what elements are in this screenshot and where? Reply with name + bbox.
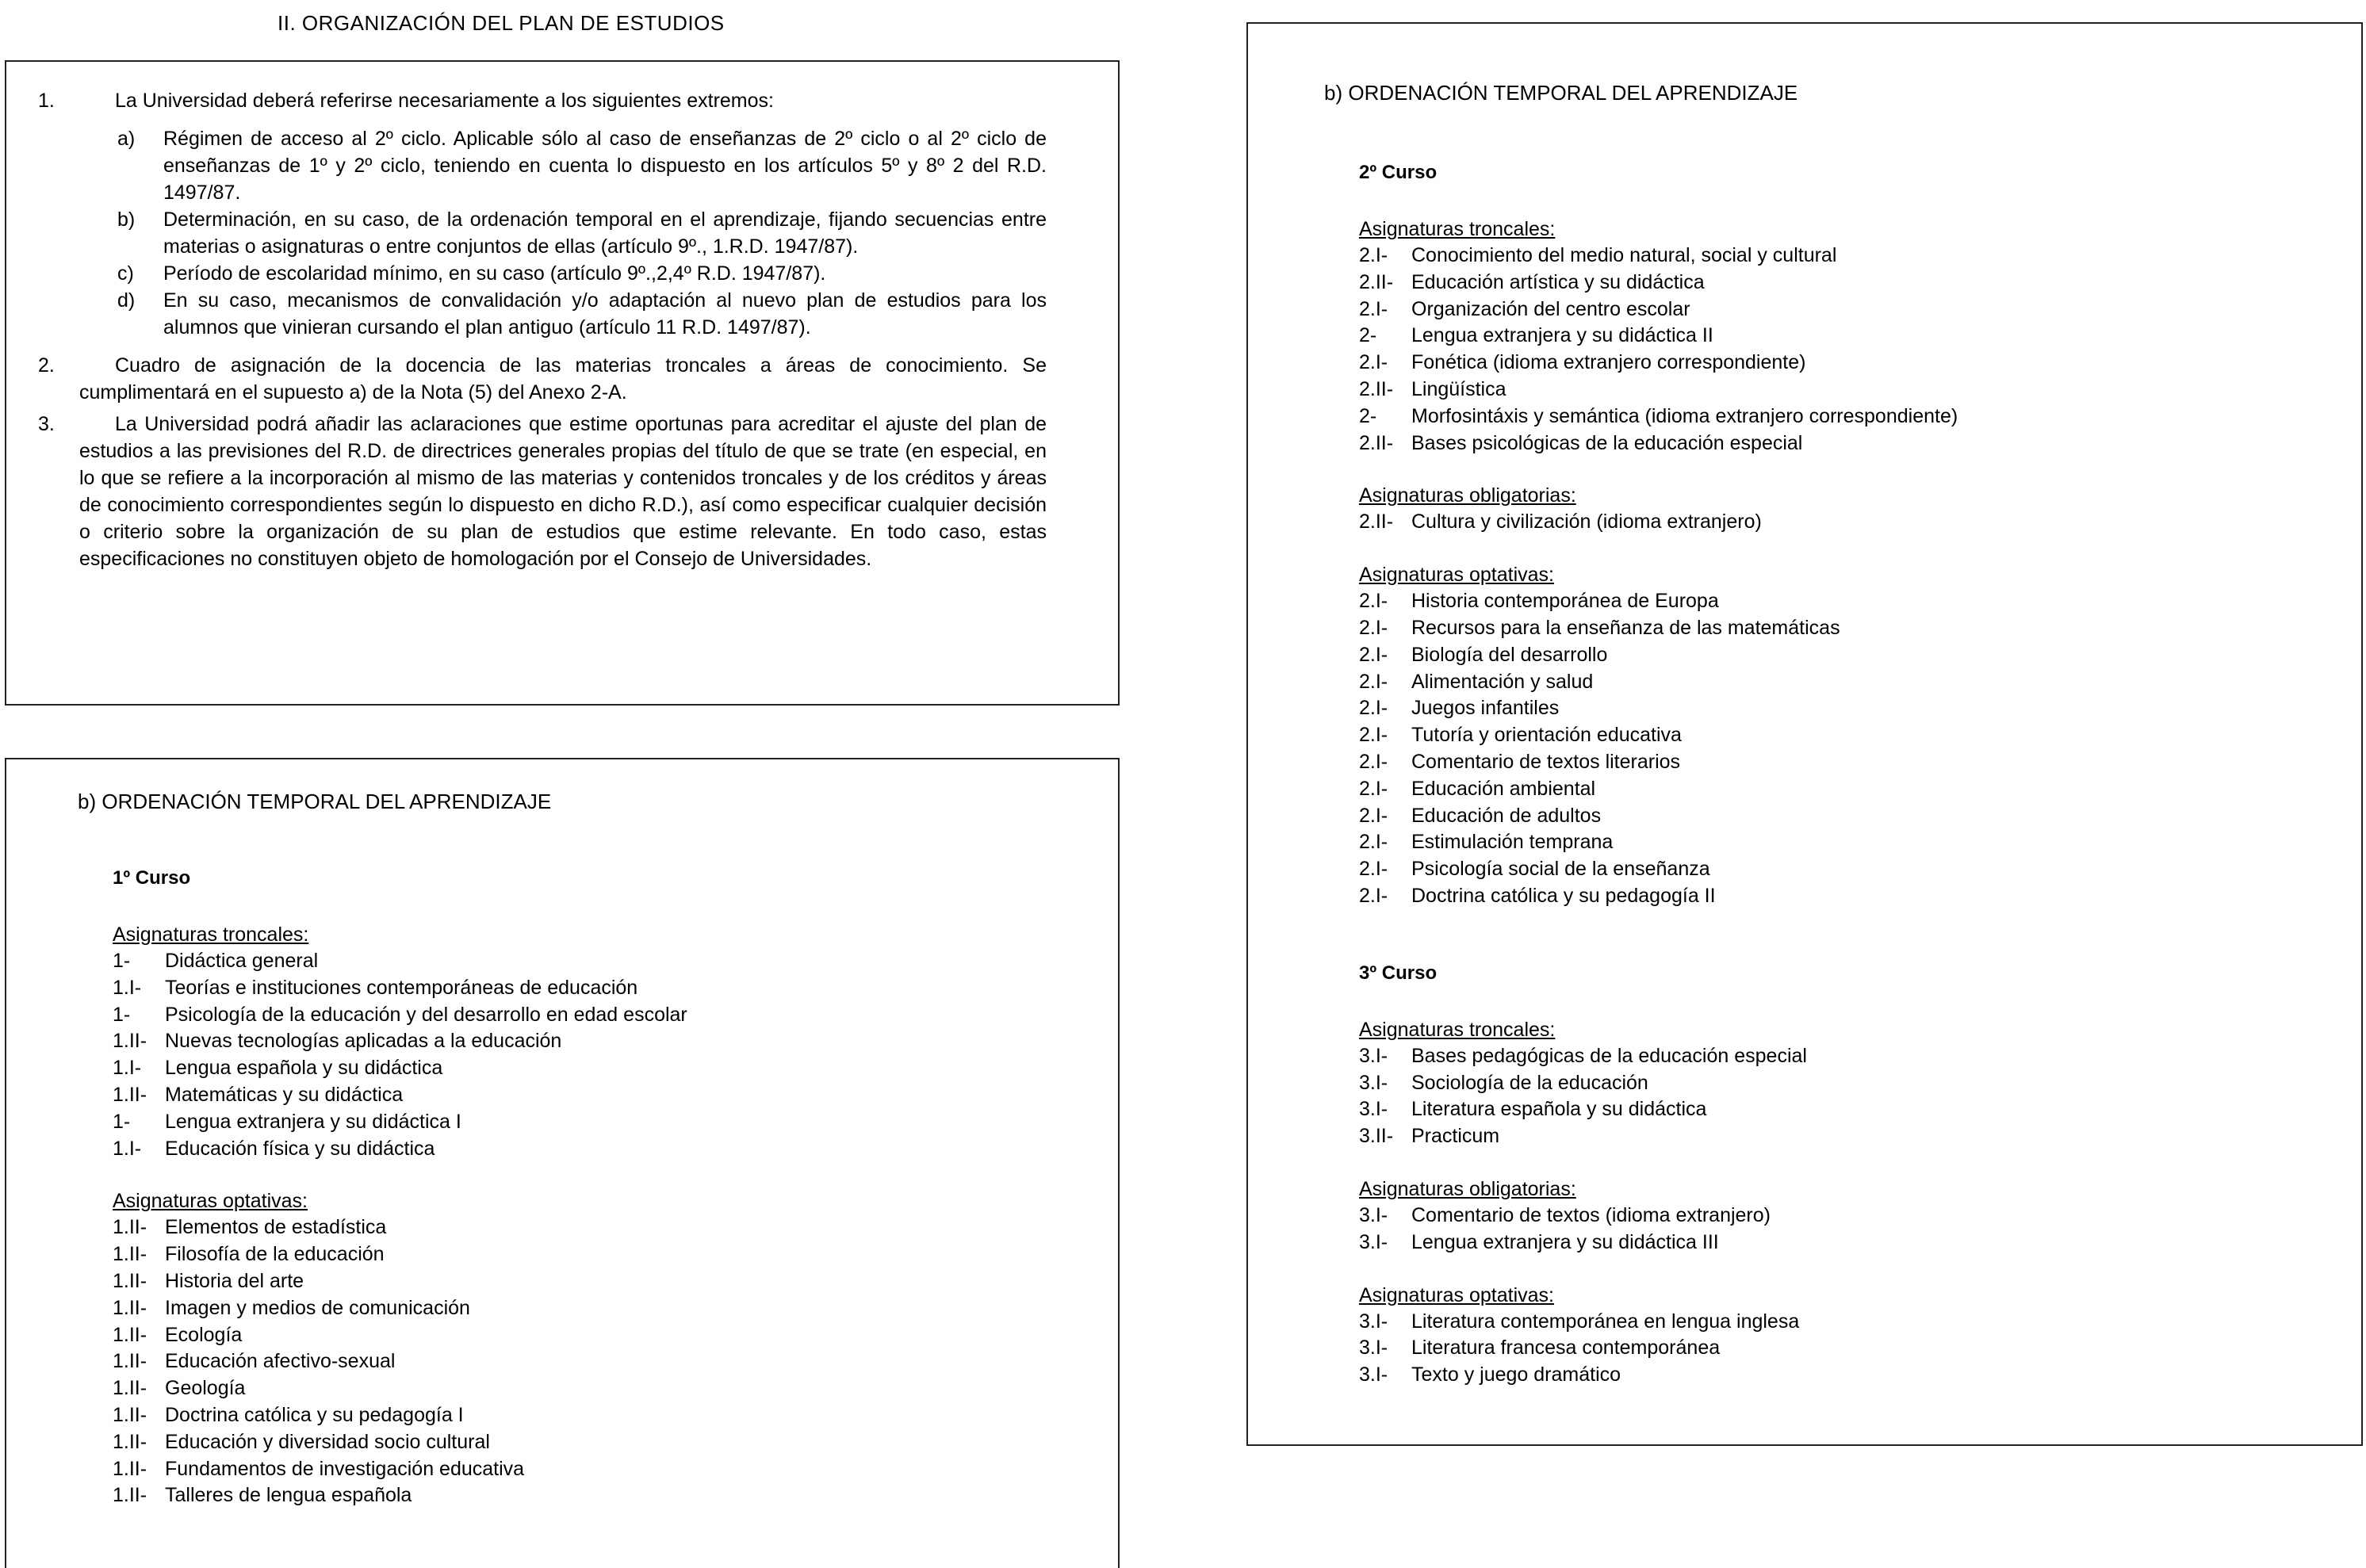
subject-name: Imagen y medios de comunicación: [165, 1296, 470, 1319]
subject-row: [113, 1028, 687, 1055]
subject-code: 2.I-: [1359, 590, 1388, 613]
subject-code: 3.II-: [1359, 1125, 1394, 1148]
optativas-group: [1359, 561, 1958, 910]
subject-code: 1.II-: [113, 1296, 147, 1319]
course1-column: [113, 867, 687, 1535]
subject-name: Historia del arte: [165, 1269, 304, 1292]
subject-list: [1359, 588, 1958, 910]
subject-row: [113, 1268, 687, 1295]
item-text: La Universidad deberá referirse necesariamente a los siguientes extremos:: [115, 90, 774, 112]
intro-list: [32, 87, 1047, 577]
subject-code: 3.I-: [1359, 1044, 1388, 1067]
subject-row: [1359, 856, 1958, 883]
subject-row: [1359, 296, 1958, 323]
subject-name: Sociología de la educación: [1411, 1071, 1648, 1094]
item-text: ajuste del plan de estudios a las previsiones del R.D. de directrices generales propias del título de que se trate (en especial, en lo que se refiere a la incorporación al mismo de las materias y contenidos troncales y de los créditos y áreas de conocimiento correspondientes según lo dispuesto en dicho R.D.), así como especificar cualquier decisión o criterio sobre la organización de su plan de estudios que estime relevante. En todo caso, estas especificaciones no constituyen objeto de homologación por el Consejo de Universidades.: [79, 413, 1047, 570]
subject-name: Educación ambiental: [1411, 777, 1596, 800]
subitem-text: Determinación, en su caso, de la ordenación temporal en el aprendizaje, fijando secuencias entre materias o asignaturas o entre conjuntos de ellas (artículo 9º., 1.R.D. 1947/87).: [163, 208, 1047, 258]
subject-name: Fonética (idioma extranjero correspondiente): [1411, 351, 1806, 374]
subject-name: Matemáticas y su didáctica: [165, 1083, 404, 1106]
subject-name: Cultura y civilización (idioma extranjero): [1411, 511, 1762, 534]
subject-row: [1359, 642, 1958, 669]
subject-row: [113, 1055, 687, 1082]
subject-code: 2.I-: [1359, 643, 1388, 666]
group-label: Asignaturas obligatorias:: [1359, 1177, 1576, 1200]
subject-code: 1.I-: [113, 976, 142, 999]
subject-row: [1359, 270, 1958, 296]
subject-row: [1359, 1043, 1958, 1070]
subject-code: 1-: [113, 1003, 131, 1026]
subject-name: Lengua española y su didáctica: [165, 1057, 443, 1080]
group-label: Asignaturas optativas:: [113, 1190, 308, 1213]
subject-code: 2.I-: [1359, 697, 1388, 720]
subject-name: Recursos para la enseñanza de las matemáticas: [1411, 616, 1840, 639]
group-label: Asignaturas obligatorias:: [1359, 484, 1576, 507]
subitem-text: Período de escolaridad mínimo, en su caso (artículo 9º.,2,4º R.D. 1947/87).: [163, 262, 826, 285]
subject-name: Ecología: [165, 1323, 243, 1346]
course2-block: [1359, 162, 1958, 910]
item-number: 2.: [38, 354, 55, 377]
subject-name: Lengua extranjera y su didáctica III: [1411, 1230, 1719, 1253]
subject-code: 2.II-: [1359, 270, 1394, 293]
group-label: Asignaturas troncales:: [1359, 218, 1556, 240]
optativas-group: [1359, 1282, 1958, 1389]
subject-name: Literatura española y su didáctica: [1411, 1098, 1707, 1121]
subject-row: [1359, 430, 1958, 457]
subject-list: [113, 948, 687, 1162]
subject-code: 1.II-: [113, 1350, 147, 1373]
subitem-d: [117, 287, 1047, 341]
subject-name: Educación y diversidad socio cultural: [165, 1430, 490, 1453]
subject-row: [1359, 1070, 1958, 1097]
subject-row: [1359, 615, 1958, 642]
subject-code: 1.II-: [113, 1030, 147, 1053]
subject-name: Educación física y su didáctica: [165, 1137, 435, 1160]
subject-row: [1359, 803, 1958, 830]
subject-name: Literatura francesa contemporánea: [1411, 1337, 1721, 1360]
subject-name: Nuevas tecnologías aplicadas a la educación: [165, 1030, 562, 1053]
group-label: Asignaturas troncales:: [113, 924, 309, 946]
subject-name: Educación artística y su didáctica: [1411, 270, 1705, 293]
item-number: 3.: [38, 413, 55, 435]
subject-name: Bases psicológicas de la educación especial: [1411, 431, 1803, 454]
subject-code: 3.I-: [1359, 1230, 1388, 1253]
intro-item-3: [32, 411, 1047, 572]
obligatorias-group: [1359, 1176, 1958, 1256]
subject-list: [1359, 243, 1958, 457]
subject-code: 2-: [1359, 324, 1377, 347]
subitem-list: [117, 125, 1047, 341]
subject-name: Filosofía de la educación: [165, 1243, 385, 1266]
subject-code: 3.I-: [1359, 1098, 1388, 1121]
course-title: 3º Curso: [1359, 962, 1438, 984]
subject-row: [1359, 1123, 1958, 1150]
subject-name: Morfosintáxis y semántica (idioma extranjero correspondiente): [1411, 404, 1958, 427]
subject-row: [1359, 323, 1958, 350]
subject-row: [1359, 243, 1958, 270]
subject-code: 2.I-: [1359, 831, 1388, 854]
subject-code: 2.I-: [1359, 244, 1388, 266]
subject-code: 2.II-: [1359, 431, 1394, 454]
subject-name: Talleres de lengua española: [165, 1484, 412, 1507]
subitem-letter: b): [117, 208, 136, 231]
subject-row: [113, 948, 687, 975]
subject-name: Comentario de textos literarios: [1411, 750, 1681, 773]
subject-name: Estimulación temprana: [1411, 831, 1614, 854]
subject-code: 3.I-: [1359, 1363, 1388, 1386]
subject-code: 1.II-: [113, 1269, 147, 1292]
subject-row: [1359, 669, 1958, 696]
subject-code: 2.I-: [1359, 777, 1388, 800]
item-text: Se cumplimentará en el supuesto a) de la Nota (5) del Anexo 2-A.: [79, 354, 1047, 403]
subject-name: Lingüística: [1411, 377, 1507, 400]
subject-code: 2-: [1359, 404, 1377, 427]
subject-name: Juegos infantiles: [1411, 697, 1560, 720]
subject-code: 2.I-: [1359, 670, 1388, 693]
subitem-letter: c): [117, 262, 134, 285]
subject-name: Educación afectivo-sexual: [165, 1350, 396, 1373]
subject-code: 1.II-: [113, 1377, 147, 1400]
group-label: Asignaturas optativas:: [1359, 1283, 1554, 1306]
subject-row: [1359, 1203, 1958, 1230]
subject-code: 2.I-: [1359, 858, 1388, 881]
item-lead: La Universidad podrá añadir las aclaraciones que estime oportunas para acreditar el: [115, 413, 879, 435]
page-title: II. ORGANIZACIÓN DEL PLAN DE ESTUDIOS: [278, 11, 725, 35]
subject-code: 1.II-: [113, 1484, 147, 1507]
subject-row: [1359, 403, 1958, 430]
subject-row: [1359, 1309, 1958, 1336]
optativas-group: [113, 1187, 687, 1509]
subject-row: [1359, 1335, 1958, 1362]
subject-code: 2.I-: [1359, 616, 1388, 639]
subject-row: [1359, 749, 1958, 776]
subject-code: 1.I-: [113, 1137, 142, 1160]
subject-name: Practicum: [1411, 1125, 1500, 1148]
subject-row: [113, 975, 687, 1002]
subject-code: 1.II-: [113, 1323, 147, 1346]
subject-name: Bases pedagógicas de la educación especial: [1411, 1044, 1807, 1067]
subject-list: [113, 1214, 687, 1509]
subject-code: 1.I-: [113, 1057, 142, 1080]
subject-row: [113, 1082, 687, 1109]
subject-code: 2.I-: [1359, 804, 1388, 827]
subject-code: 1.II-: [113, 1457, 147, 1480]
subject-code: 1.II-: [113, 1403, 147, 1426]
subject-row: [1359, 883, 1958, 910]
subject-row: [1359, 829, 1958, 856]
subject-list: [1359, 1043, 1958, 1150]
subject-row: [113, 1322, 687, 1349]
subject-row: [113, 1002, 687, 1029]
subject-name: Tutoría y orientación educativa: [1411, 724, 1682, 747]
subject-row: [1359, 1362, 1958, 1389]
subject-name: Historia contemporánea de Europa: [1411, 590, 1719, 613]
subject-code: 1.II-: [113, 1216, 147, 1239]
course2-3-column: [1359, 162, 1958, 1441]
subject-name: Alimentación y salud: [1411, 670, 1594, 693]
subject-code: 2.I-: [1359, 884, 1388, 907]
course-title: 2º Curso: [1359, 162, 1438, 183]
subject-code: 3.I-: [1359, 1071, 1388, 1094]
subject-code: 1.II-: [113, 1243, 147, 1266]
group-label: Asignaturas optativas:: [1359, 564, 1554, 587]
subject-name: Elementos de estadística: [165, 1216, 387, 1239]
subject-code: 3.I-: [1359, 1203, 1388, 1226]
item-number: 1.: [38, 90, 55, 112]
subject-code: 2.II-: [1359, 377, 1394, 400]
troncales-group: [1359, 1016, 1958, 1150]
subject-list: [1359, 1203, 1958, 1256]
subject-code: 1-: [113, 1110, 131, 1133]
subject-code: 3.I-: [1359, 1310, 1388, 1333]
subject-code: 2.I-: [1359, 724, 1388, 747]
subject-name: Comentario de textos (idioma extranjero): [1411, 1203, 1771, 1226]
subject-list: [1359, 1309, 1958, 1389]
subitem-letter: d): [117, 289, 136, 312]
course3-block: [1359, 962, 1958, 1389]
subject-name: Didáctica general: [165, 950, 319, 972]
subject-row: [113, 1375, 687, 1402]
subject-name: Teorías e instituciones contemporáneas de educación: [165, 976, 638, 999]
subject-row: [113, 1214, 687, 1241]
subject-row: [113, 1295, 687, 1322]
intro-item-2: [32, 352, 1047, 406]
subject-row: [1359, 588, 1958, 615]
subject-code: 2.I-: [1359, 351, 1388, 374]
subject-row: [113, 1348, 687, 1375]
subject-name: Psicología social de la enseñanza: [1411, 858, 1710, 881]
subject-name: Educación de adultos: [1411, 804, 1602, 827]
subject-row: [1359, 1230, 1958, 1256]
subitem-b: [117, 206, 1047, 260]
obligatorias-group: [1359, 482, 1958, 536]
intro-item-1: [32, 87, 1047, 341]
subitem-text: En su caso, mecanismos de convalidación y/o adaptación al nuevo plan de estudios para los alumnos que vinieran cursando el plan antiguo (artículo 11 R.D. 1497/87).: [163, 289, 1047, 338]
subject-name: Lengua extranjera y su didáctica I: [165, 1110, 461, 1133]
subject-code: 3.I-: [1359, 1337, 1388, 1360]
group-label: Asignaturas troncales:: [1359, 1018, 1556, 1041]
subject-code: 1.II-: [113, 1083, 147, 1106]
subject-name: Doctrina católica y su pedagogía I: [165, 1403, 464, 1426]
subject-name: Doctrina católica y su pedagogía II: [1411, 884, 1716, 907]
subject-name: Fundamentos de investigación educativa: [165, 1457, 525, 1480]
subject-code: 1.II-: [113, 1430, 147, 1453]
subject-row: [1359, 695, 1958, 722]
item-lead: Cuadro de asignación de la docencia de las materias troncales a áreas de conocimiento.: [115, 354, 1009, 377]
subitem-a: [117, 125, 1047, 206]
section-title: b) ORDENACIÓN TEMPORAL DEL APRENDIZAJE: [78, 790, 552, 813]
subject-row: [1359, 377, 1958, 403]
subject-code: 2.I-: [1359, 750, 1388, 773]
subject-code: 2.I-: [1359, 297, 1388, 320]
subject-code: 1-: [113, 950, 131, 972]
subject-name: Biología del desarrollo: [1411, 643, 1608, 666]
subject-row: [113, 1109, 687, 1136]
subject-row: [1359, 776, 1958, 803]
subject-row: [113, 1429, 687, 1456]
troncales-group: [1359, 216, 1958, 457]
subject-row: [1359, 350, 1958, 377]
subitem-letter: a): [117, 128, 136, 150]
subject-row: [1359, 722, 1958, 749]
subject-code: 2.II-: [1359, 511, 1394, 534]
subject-name: Conocimiento del medio natural, social y cultural: [1411, 244, 1837, 266]
subject-row: [1359, 1096, 1958, 1123]
subject-list: [1359, 509, 1958, 536]
subject-row: [113, 1136, 687, 1163]
course-title: 1º Curso: [113, 867, 191, 889]
subject-name: Lengua extranjera y su didáctica II: [1411, 324, 1713, 347]
subject-name: Texto y juego dramático: [1411, 1363, 1621, 1386]
subject-row: [113, 1456, 687, 1483]
troncales-group: [113, 921, 687, 1162]
subject-name: Geología: [165, 1377, 246, 1400]
subject-row: [1359, 509, 1958, 536]
subject-row: [113, 1482, 687, 1509]
subject-name: Psicología de la educación y del desarrollo en edad escolar: [165, 1003, 687, 1026]
subitem-text: Régimen de acceso al 2º ciclo. Aplicable sólo al caso de enseñanzas de 2º ciclo o al 2º ciclo de enseñanzas de 1º y 2º ciclo, teniendo en cuenta lo dispuesto en los artículos 5º y 8º 2 del R.D. 1497/87.: [163, 128, 1047, 204]
subject-row: [113, 1402, 687, 1429]
section-title: b) ORDENACIÓN TEMPORAL DEL APRENDIZAJE: [1324, 81, 1798, 105]
subject-row: [113, 1241, 687, 1268]
subject-name: Organización del centro escolar: [1411, 297, 1690, 320]
subitem-c: [117, 260, 1047, 287]
subject-name: Literatura contemporánea en lengua inglesa: [1411, 1310, 1800, 1333]
